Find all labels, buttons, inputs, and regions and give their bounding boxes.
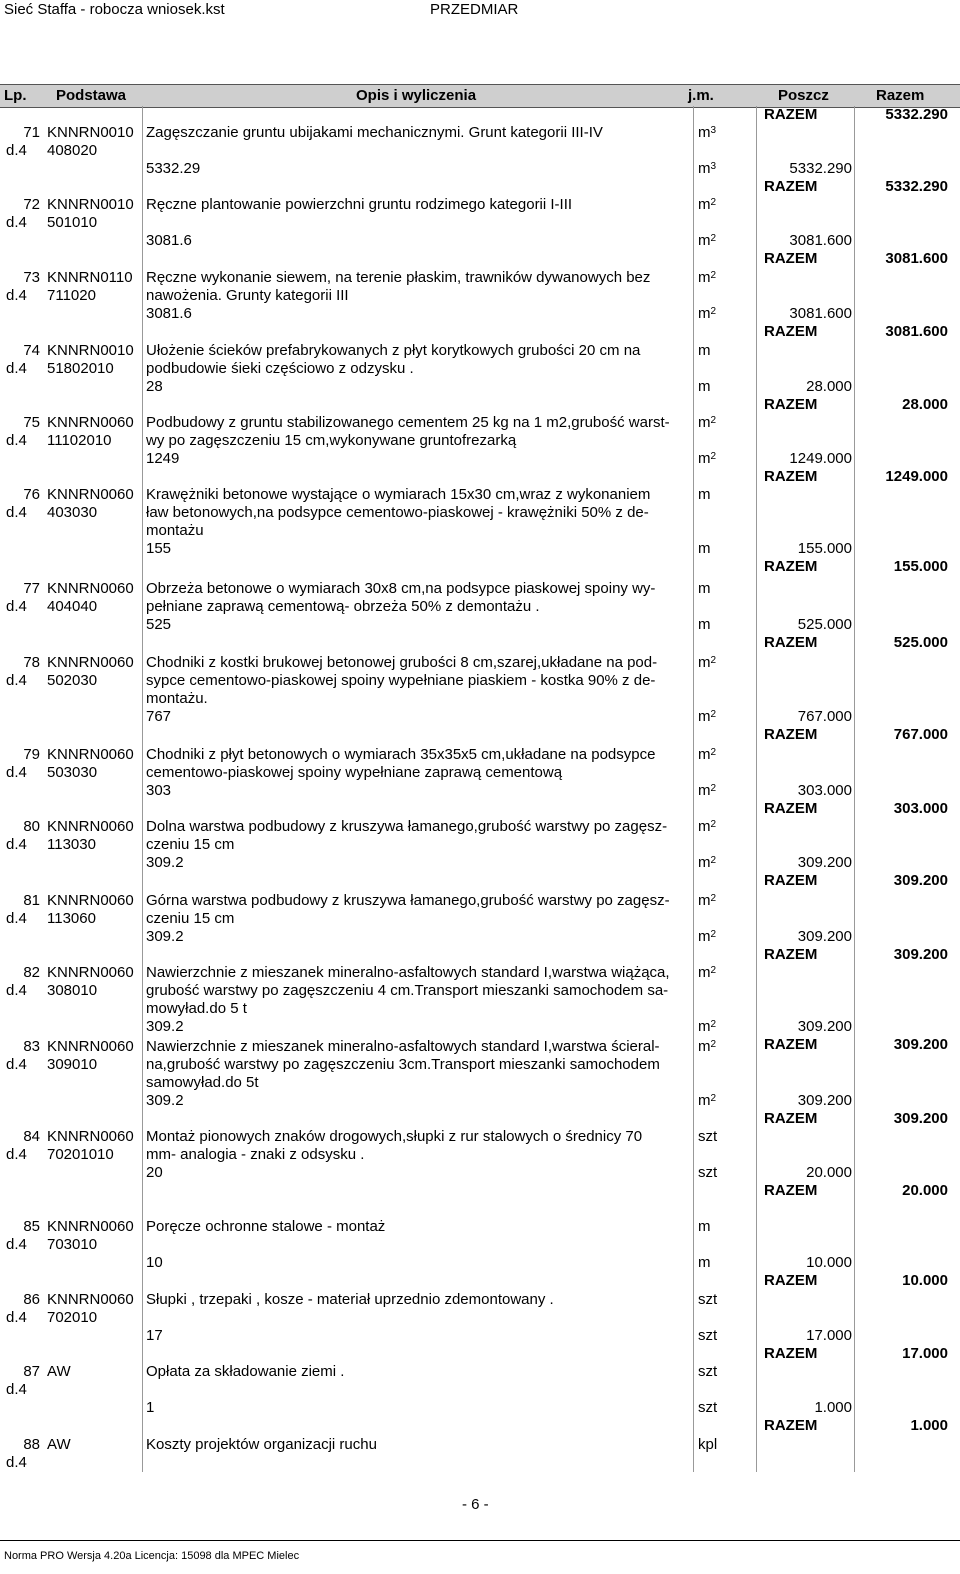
entry-quantity-value: 525.000 <box>797 616 852 633</box>
entry-quantity-unit: $m^2$ <box>698 450 717 467</box>
entry-code-suffix: 702010 <box>47 1309 98 1326</box>
entry-quantity-value: 17.000 <box>806 1327 852 1344</box>
razem-summary <box>760 1110 950 1128</box>
razem-summary <box>760 396 950 414</box>
razem-value: 28.000 <box>902 396 948 413</box>
razem-label: RAZEM <box>764 396 818 413</box>
entry-quantity-unit: $m^2$ <box>698 854 717 871</box>
entry-description: Nawierzchnie z mieszanek mineralno-asfaltowych standard I,warstwa wiążąca, grubość warstwy po zagęszczeniu 4 cm.Transport mieszanki samochodem sa- mowyład.do 5 t <box>146 964 670 1017</box>
header-podstawa: Podstawa <box>56 87 127 104</box>
entry-prefix: d.4 <box>6 764 27 781</box>
entry-unit: m <box>698 580 711 597</box>
entry-quantity-unit: m <box>698 616 711 633</box>
entry-quantity-value: 3081.600 <box>789 305 852 322</box>
razem-value: 309.200 <box>893 872 948 889</box>
entry-unit: $m^2$ <box>698 196 717 213</box>
entry-code: KNNRN0060 <box>47 964 134 981</box>
entry-quantity: 20 <box>146 1164 163 1181</box>
entry-description: Montaż pionowych znaków drogowych,słupki z rur stalowych o średnicy 70 mm- analogia - znaki z odsysku . <box>146 1128 643 1163</box>
entry-code: KNNRN0060 <box>47 1128 134 1145</box>
entry-code: KNNRN0060 <box>47 1218 134 1235</box>
entry-number: 87 <box>23 1363 40 1380</box>
entry-unit: $m^2$ <box>698 964 717 981</box>
entry-code: AW <box>47 1363 71 1380</box>
razem-summary <box>760 1272 950 1290</box>
entry-quantity-unit: m <box>698 378 711 395</box>
entry-unit: szt <box>698 1291 718 1308</box>
razem-label: RAZEM <box>764 1417 818 1434</box>
entry-number: 79 <box>23 746 40 763</box>
entry-number: 77 <box>23 580 40 597</box>
entry-code-suffix: 113030 <box>47 836 96 853</box>
razem-value: 309.200 <box>893 1110 948 1127</box>
razem-value: 309.200 <box>893 1036 948 1053</box>
razem-label: RAZEM <box>764 800 818 817</box>
column-divider <box>142 106 143 1472</box>
entry-code: KNNRN0010 <box>47 342 134 359</box>
entry-prefix: d.4 <box>6 1236 27 1253</box>
razem-summary <box>760 1036 950 1054</box>
entry-unit: $m^2$ <box>698 269 717 286</box>
razem-label: RAZEM <box>764 1182 818 1199</box>
entry-code: KNNRN0060 <box>47 580 134 597</box>
entry-quantity-unit: $m^2$ <box>698 708 717 725</box>
footer-note: Norma PRO Wersja 4.20a Licencja: 15098 dla MPEC Mielec <box>4 1550 300 1562</box>
header-jm: j.m. <box>688 87 714 104</box>
entry-quantity-unit: szt <box>698 1399 718 1416</box>
entry-unit: szt <box>698 1363 718 1380</box>
entry-quantity: 309.2 <box>146 854 184 871</box>
entry-prefix: d.4 <box>6 432 27 449</box>
entry-quantity-unit: szt <box>698 1164 718 1181</box>
razem-summary <box>760 1454 950 1472</box>
entry-code-suffix: 703010 <box>47 1236 98 1253</box>
razem-label: RAZEM <box>764 106 818 123</box>
razem-summary <box>760 558 950 576</box>
entry-code: KNNRN0060 <box>47 818 134 835</box>
entry-code-suffix: 501010 <box>47 214 98 231</box>
razem-summary <box>760 946 950 964</box>
entry-quantity-value: 20.000 <box>806 1164 852 1181</box>
entry-quantity-unit: szt <box>698 1327 718 1344</box>
razem-label: RAZEM <box>764 250 818 267</box>
entry-number: 83 <box>23 1038 40 1055</box>
entry-quantity-value: 10.000 <box>806 1254 852 1271</box>
table-header <box>0 84 960 108</box>
entry-quantity-value: 3081.600 <box>789 232 852 249</box>
razem-value: 5332.290 <box>885 106 948 123</box>
entry-quantity: 10 <box>146 1254 163 1271</box>
entry-number: 74 <box>23 342 40 359</box>
entry-description: Ręczne plantowanie powierzchni gruntu rodzimego kategorii I-III <box>146 196 573 213</box>
razem-value: 20.000 <box>902 1182 948 1199</box>
entry-description: Ręczne wykonanie siewem, na terenie płaskim, trawników dywanowych bez nawożenia. Grunty kategorii III <box>146 269 651 304</box>
entry-description: Poręcze ochronne stalowe - montaż <box>146 1218 386 1235</box>
entry-quantity-unit: $m^2$ <box>698 782 717 799</box>
document-title: Sieć Staffa - robocza wniosek.kst <box>4 1 225 18</box>
entry-unit: $m^2$ <box>698 414 717 431</box>
entry-description: Chodniki z płyt betonowych o wymiarach 35x35x5 cm,układane na podsypce cementowo-piaskowej spoiny wypełniane zaprawą cementową <box>146 746 656 781</box>
entry-quantity-value: 309.200 <box>797 1092 852 1109</box>
entry-prefix: d.4 <box>6 598 27 615</box>
entry-unit: $m^2$ <box>698 654 717 671</box>
entry-code-suffix: 408020 <box>47 142 98 159</box>
entry-code: KNNRN0060 <box>47 654 134 671</box>
razem-summary <box>760 178 950 196</box>
razem-summary <box>760 1182 950 1200</box>
entry-prefix: d.4 <box>6 1056 27 1073</box>
entry-code-suffix: 70201010 <box>47 1146 114 1163</box>
entry-description: Słupki , trzepaki , kosze - materiał uprzednio zdemontowany . <box>146 1291 554 1308</box>
razem-value: 309.200 <box>893 946 948 963</box>
entry-quantity: 309.2 <box>146 1092 184 1109</box>
entry-description: Podbudowy z gruntu stabilizowanego cementem 25 kg na 1 m2,grubość warst- wy po zagęszczeniu 15 cm,wykonywane gruntofrezarką <box>146 414 670 449</box>
entry-quantity-value: 309.200 <box>797 1018 852 1035</box>
entry-code-suffix: 404040 <box>47 598 98 615</box>
header-poszcz: Poszcz <box>778 87 829 104</box>
entry-quantity-value: 303.000 <box>797 782 852 799</box>
entry-quantity: 5332.29 <box>146 160 201 177</box>
entry-prefix: d.4 <box>6 982 27 999</box>
entry-quantity-value: 155.000 <box>797 540 852 557</box>
entry-number: 73 <box>23 269 40 286</box>
header-razem: Razem <box>876 87 925 104</box>
razem-label: RAZEM <box>764 178 818 195</box>
entry-number: 76 <box>23 486 40 503</box>
razem-value: 1.000 <box>910 1417 948 1434</box>
entry-quantity-value: 28.000 <box>806 378 852 395</box>
entry-code-suffix: 308010 <box>47 982 98 999</box>
razem-label: RAZEM <box>764 1110 818 1127</box>
entry-quantity-unit: $m^2$ <box>698 1018 717 1035</box>
entry-quantity: 28 <box>146 378 163 395</box>
razem-value: 17.000 <box>902 1345 948 1362</box>
entry-description: Zagęszczanie gruntu ubijakami mechanicznymi. Grunt kategorii III-IV <box>146 124 603 141</box>
entry-unit: m <box>698 1218 711 1235</box>
entry-number: 85 <box>23 1218 40 1235</box>
entry-code: KNNRN0010 <box>47 124 134 141</box>
entry-description: Krawężniki betonowe wystające o wymiarach 15x30 cm,wraz z wykonaniem ław betonowych,na podsypce cementowo-piaskowej - krawężniki 50% z de- montażu <box>146 486 651 539</box>
entry-description: Koszty projektów organizacji ruchu <box>146 1436 377 1453</box>
razem-label: RAZEM <box>764 323 818 340</box>
entry-code-suffix: 51802010 <box>47 360 114 377</box>
razem-summary <box>760 800 950 818</box>
razem-label: RAZEM <box>764 1272 818 1289</box>
entry-quantity: 767 <box>146 708 172 725</box>
column-divider <box>756 106 757 1472</box>
entry-quantity: 1249 <box>146 450 180 467</box>
entry-prefix: d.4 <box>6 910 27 927</box>
entry-quantity: 17 <box>146 1327 163 1344</box>
razem-value: 10.000 <box>902 1272 948 1289</box>
entry-prefix: d.4 <box>6 360 27 377</box>
razem-summary <box>760 634 950 652</box>
entry-quantity: 1 <box>146 1399 155 1416</box>
entry-code-suffix: 503030 <box>47 764 98 781</box>
entry-number: 75 <box>23 414 40 431</box>
entry-description: Ułożenie ścieków prefabrykowanych z płyt korytkowych grubości 20 cm na podbudowie śieki częściowo z odzysku . <box>146 342 641 377</box>
razem-value: 1249.000 <box>885 468 948 485</box>
page-number: - 6 - <box>462 1496 489 1513</box>
entry-quantity-value: 1249.000 <box>789 450 852 467</box>
entry-unit: m <box>698 486 711 503</box>
entry-description: Dolna warstwa podbudowy z kruszywa łamanego,grubość warstwy po zagęsz- czeniu 15 cm <box>146 818 668 853</box>
entry-quantity-value: 5332.290 <box>789 160 852 177</box>
entry-quantity-unit: m <box>698 1254 711 1271</box>
entry-description: Nawierzchnie z mieszanek mineralno-asfaltowych standard I,warstwa ścieral- na,grubość warstwy po zagęszczeniu 3cm.Transport mieszanki samochodem samowyład.do 5t <box>146 1038 660 1091</box>
entry-quantity: 3081.6 <box>146 232 192 249</box>
razem-label: RAZEM <box>764 558 818 575</box>
entry-code-suffix: 113060 <box>47 910 96 927</box>
entry-quantity-unit: $m^2$ <box>698 232 717 249</box>
razem-summary <box>760 1345 950 1363</box>
razem-value: 155.000 <box>893 558 948 575</box>
razem-value: 303.000 <box>893 800 948 817</box>
entry-code: KNNRN0060 <box>47 746 134 763</box>
razem-label: RAZEM <box>764 726 818 743</box>
entry-number: 80 <box>23 818 40 835</box>
entry-prefix: d.4 <box>6 836 27 853</box>
entry-prefix: d.4 <box>6 672 27 689</box>
entry-quantity-value: 309.200 <box>797 928 852 945</box>
razem-label: RAZEM <box>764 872 818 889</box>
entry-unit: $m^3$ <box>698 124 717 141</box>
entry-code: KNNRN0060 <box>47 486 134 503</box>
entry-quantity-unit: $m^2$ <box>698 305 717 322</box>
entry-code: AW <box>47 1436 71 1453</box>
entry-code: KNNRN0010 <box>47 196 134 213</box>
entry-description: Górna warstwa podbudowy z kruszywa łamanego,grubość warstwy po zagęsz- czeniu 15 cm <box>146 892 670 927</box>
entry-quantity-value: 1.000 <box>814 1399 852 1416</box>
entry-number: 71 <box>23 124 40 141</box>
entry-description: Opłata za składowanie ziemi . <box>146 1363 345 1380</box>
entry-quantity: 155 <box>146 540 172 557</box>
entry-description: Chodniki z kostki brukowej betonowej grubości 8 cm,szarej,układane na pod- sypce cementowo-piaskowej spoiny wypełniane piaskiem - kostka 90% z de- montażu. <box>146 654 658 707</box>
entry-unit: kpl <box>698 1436 718 1453</box>
entry-unit: $m^2$ <box>698 892 717 909</box>
razem-value: 525.000 <box>893 634 948 651</box>
razem-summary <box>760 106 950 124</box>
entry-code-suffix: 502030 <box>47 672 98 689</box>
entry-quantity-value: 767.000 <box>797 708 852 725</box>
title-bar <box>0 0 960 20</box>
razem-summary <box>760 250 950 268</box>
entry-quantity-unit: $m^2$ <box>698 928 717 945</box>
entry-unit: szt <box>698 1128 718 1145</box>
entry-code-suffix: 403030 <box>47 504 98 521</box>
entry-code-suffix: 11102010 <box>47 432 112 449</box>
entry-prefix: d.4 <box>6 504 27 521</box>
razem-label: RAZEM <box>764 1345 818 1362</box>
entry-unit: $m^2$ <box>698 818 717 835</box>
entry-prefix: d.4 <box>6 1381 27 1398</box>
entry-quantity-unit: $m^3$ <box>698 160 717 177</box>
entry-quantity: 3081.6 <box>146 305 192 322</box>
entry-description: Obrzeża betonowe o wymiarach 30x8 cm,na podsypce piaskowej spoiny wy- pełniane zaprawą cementową- obrzeża 50% z demontażu . <box>146 580 656 615</box>
entry-prefix: d.4 <box>6 214 27 231</box>
entry-quantity: 309.2 <box>146 928 184 945</box>
entry-quantity: 309.2 <box>146 1018 184 1035</box>
razem-label: RAZEM <box>764 468 818 485</box>
entry-code-suffix: 711020 <box>47 287 96 304</box>
entry-prefix: d.4 <box>6 1309 27 1326</box>
razem-label: RAZEM <box>764 946 818 963</box>
entry-number: 84 <box>23 1128 40 1145</box>
footer-divider <box>0 1540 960 1541</box>
entry-quantity-value: 309.200 <box>797 854 852 871</box>
razem-summary <box>760 726 950 744</box>
entry-code: KNNRN0060 <box>47 414 134 431</box>
entry-number: 81 <box>23 892 40 909</box>
razem-value: 3081.600 <box>885 323 948 340</box>
entry-code: KNNRN0060 <box>47 892 134 909</box>
entry-number: 88 <box>23 1436 40 1453</box>
entry-number: 82 <box>23 964 40 981</box>
entry-code: KNNRN0110 <box>47 269 133 286</box>
razem-value: 3081.600 <box>885 250 948 267</box>
razem-summary <box>760 872 950 890</box>
entry-unit: $m^2$ <box>698 1038 717 1055</box>
entry-code: KNNRN0060 <box>47 1291 134 1308</box>
razem-value: 5332.290 <box>885 178 948 195</box>
header-lp: Lp. <box>4 87 27 104</box>
razem-summary <box>760 468 950 486</box>
entry-quantity: 303 <box>146 782 172 799</box>
entry-prefix: d.4 <box>6 1146 27 1163</box>
entry-prefix: d.4 <box>6 287 27 304</box>
column-divider <box>854 106 855 1472</box>
entry-code-suffix: 309010 <box>47 1056 98 1073</box>
entry-code: KNNRN0060 <box>47 1038 134 1055</box>
entry-unit: m <box>698 342 711 359</box>
entry-number: 86 <box>23 1291 40 1308</box>
razem-summary <box>760 323 950 341</box>
razem-summary <box>760 1417 950 1435</box>
entry-quantity: 525 <box>146 616 172 633</box>
entry-quantity-unit: $m^2$ <box>698 1092 717 1109</box>
entry-quantity-unit: m <box>698 540 711 557</box>
razem-value: 767.000 <box>893 726 948 743</box>
entry-prefix: d.4 <box>6 1454 27 1471</box>
entry-prefix: d.4 <box>6 142 27 159</box>
razem-label: RAZEM <box>764 1036 818 1053</box>
column-divider <box>693 106 694 1472</box>
header-opis: Opis i wyliczenia <box>356 87 477 104</box>
entry-unit: $m^2$ <box>698 746 717 763</box>
section-title: PRZEDMIAR <box>430 1 519 18</box>
entry-number: 78 <box>23 654 40 671</box>
razem-label: RAZEM <box>764 634 818 651</box>
entry-number: 72 <box>23 196 40 213</box>
